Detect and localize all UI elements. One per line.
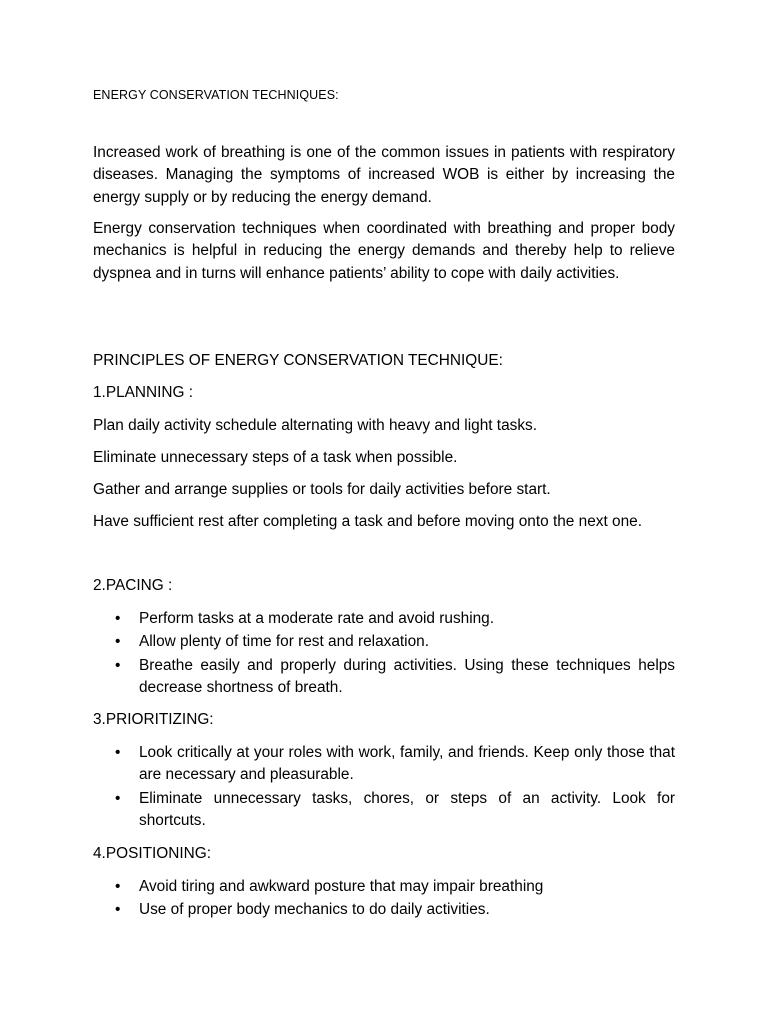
bullet-icon: • [115,656,121,674]
prioritizing-item-text: Look critically at your roles with work, family, and friends. Keep only those that are necessary and pleasurable. [139,744,675,784]
bullet-icon: • [115,610,121,627]
pacing-list [93,608,675,701]
planning-item: Plan daily activity schedule alternating with heavy and light tasks. [93,417,538,434]
bullet-icon: • [115,878,121,895]
intro-paragraph-1: Increased work of breathing is one of the common issues in patients with respiratory diseases. Managing the symptoms of increased WOB is either by increasing the energy supply or by reducing the energy demand. [93,144,675,206]
prioritizing-heading: 3.PRIORITIZING: [93,711,214,728]
pacing-item-text: Breathe easily and properly during activities. Using these techniques helps decrease shortness of breath. [139,656,675,697]
positioning-heading: 4.POSITIONING: [93,845,212,862]
bullet-icon: • [115,633,121,651]
pacing-heading: 2.PACING : [93,577,173,594]
pacing-list-item [93,631,675,653]
pacing-list-item [93,608,675,630]
prioritizing-list [93,742,675,834]
positioning-item-text: Use of proper body mechanics to do daily activities. [139,901,490,919]
planning-heading: 1.PLANNING : [93,384,194,401]
positioning-list-item [93,876,675,898]
pacing-list-item [93,655,675,700]
document-title: ENERGY CONSERVATION TECHNIQUES: [93,88,339,102]
prioritizing-list-item [93,742,675,787]
planning-item: Have sufficient rest after completing a task and before moving onto the next one. [93,513,642,530]
bullet-icon: • [115,789,121,807]
principles-heading: PRINCIPLES OF ENERGY CONSERVATION TECHNIQUE: [93,352,503,369]
positioning-list [93,876,675,923]
pacing-item-text: Perform tasks at a moderate rate and avoid rushing. [139,610,495,627]
prioritizing-item-text: Eliminate unnecessary tasks, chores, or steps of an activity. Look for shortcuts. [139,789,675,830]
bullet-icon: • [115,744,121,761]
intro-paragraph-2: Energy conservation techniques when coordinated with breathing and proper body mechanics is helpful in reducing the energy demands and thereby help to relieve dyspnea and in turns will enhance patients’ ability to cope with daily activities. [93,220,675,282]
planning-item: Eliminate unnecessary steps of a task when possible. [93,449,458,466]
positioning-item-text: Avoid tiring and awkward posture that may impair breathing [139,878,544,895]
positioning-list-item [93,899,675,921]
planning-item: Gather and arrange supplies or tools for daily activities before start. [93,481,551,498]
pacing-item-text: Allow plenty of time for rest and relaxation. [139,633,429,651]
prioritizing-list-item [93,788,675,833]
bullet-icon: • [115,901,121,919]
